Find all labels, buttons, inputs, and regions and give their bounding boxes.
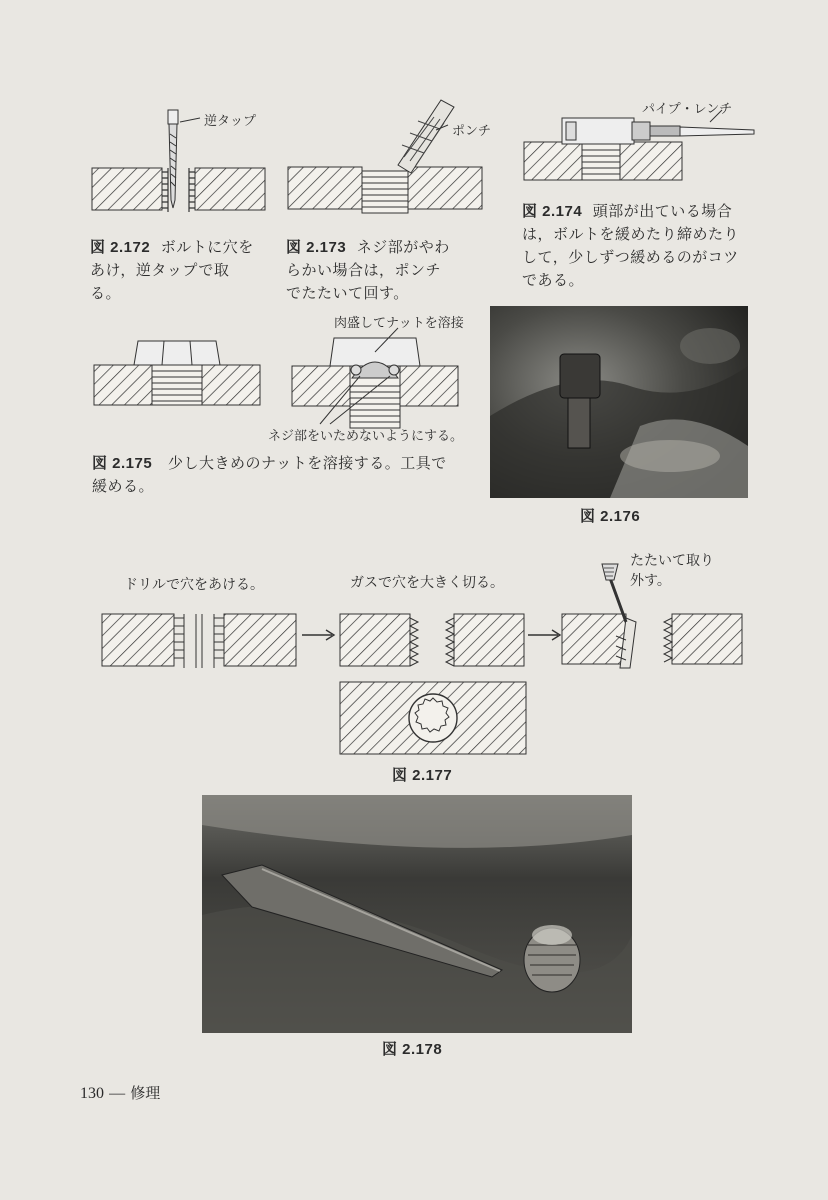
page-number: 130 — [80, 1085, 104, 1102]
caption-2-172 — [90, 236, 260, 305]
callout-weld-nut: 肉盛してナットを溶接 — [334, 316, 464, 331]
caption-2-175 — [92, 452, 452, 498]
fig177-step3 — [560, 556, 750, 676]
photo-2-176 — [490, 306, 748, 498]
fig175-diagram-right — [290, 330, 470, 430]
callout-punch: ポンチ — [452, 124, 492, 139]
label-2-177: 図 2.177 — [392, 767, 453, 784]
text-2-173: ネジ部がやわらかい場合は，ポンチでたたいて回す。 — [286, 238, 450, 302]
label-2-175: 図 2.175 — [92, 455, 153, 472]
label-2-172: 図 2.172 — [90, 239, 151, 256]
label-2-178: 図 2.178 — [382, 1041, 443, 1058]
footer-dash: — — [109, 1085, 126, 1102]
fig175-diagram-left — [92, 335, 262, 415]
step1-drill: ドリルで穴をあける。 — [124, 577, 264, 593]
callout-pipe-wrench: パイプ・レンチ — [642, 102, 733, 117]
fig173-diagram — [286, 95, 486, 230]
label-2-174: 図 2.174 — [522, 203, 583, 220]
arrow-1 — [302, 628, 336, 642]
step3-line1: たたいて取り — [630, 553, 714, 569]
step3-line2: 外す。 — [630, 573, 671, 589]
text-2-175: 少し大きめのナットを溶接する。工具で緩める。 — [92, 454, 447, 495]
label-2-173: 図 2.173 — [286, 239, 347, 256]
page-footer — [80, 1082, 160, 1103]
fig177-step1 — [100, 612, 300, 672]
text-2-174: 頭部が出ている場合は，ボルトを緩めたり締めたりして，少しずつ緩めるのがコツである。 — [522, 202, 740, 289]
caption-2-173 — [286, 236, 454, 305]
label-2-176: 図 2.176 — [580, 508, 641, 525]
caption-2-174 — [522, 200, 752, 292]
callout-reverse-tap: 逆タップ — [204, 114, 257, 129]
text-2-172: ボルトに穴をあけ，逆タップで取る。 — [90, 238, 254, 302]
fig177-cross-section — [338, 680, 528, 756]
arrow-2 — [528, 628, 562, 642]
photo-2-178 — [202, 795, 632, 1033]
fig177-step2 — [338, 612, 528, 672]
step2-gas-cut: ガスで穴を大きく切る。 — [350, 575, 504, 591]
section-title: 修理 — [130, 1084, 161, 1102]
callout-protect-thread: ネジ部をいためないようにする。 — [268, 429, 464, 444]
